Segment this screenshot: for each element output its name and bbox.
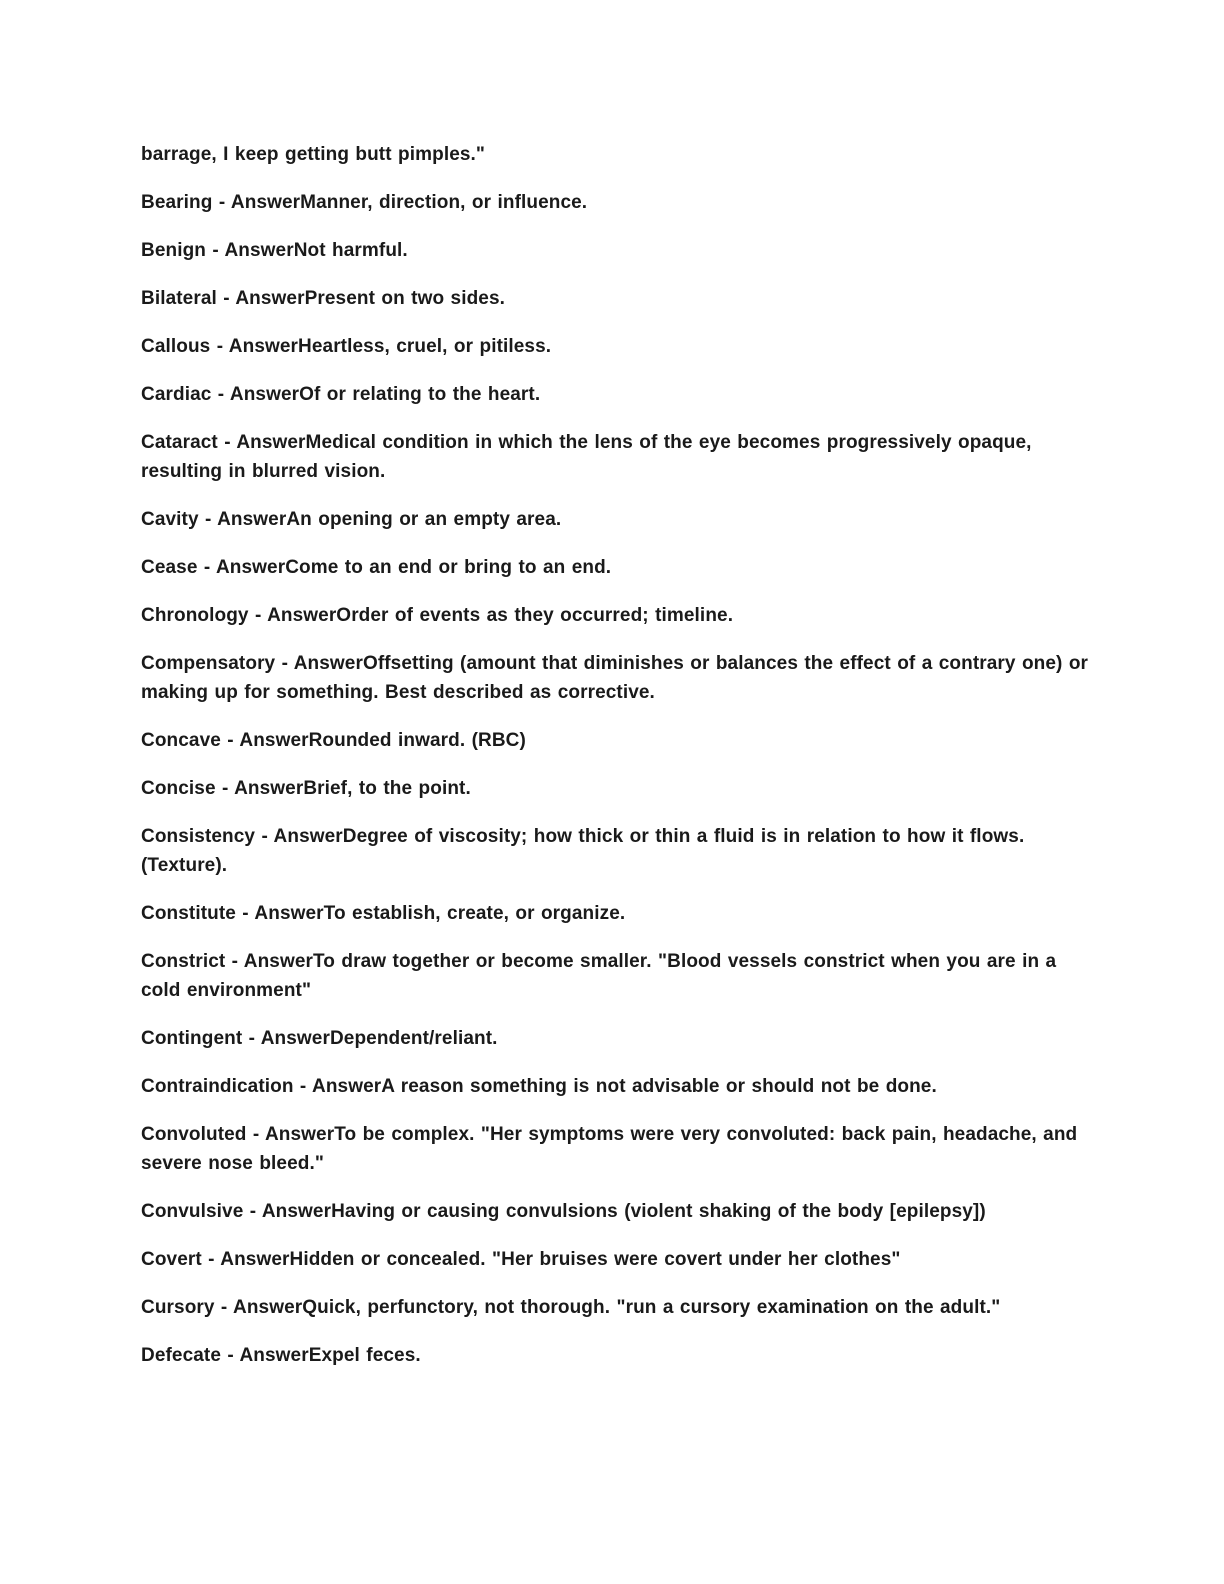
glossary-entry-cavity: Cavity - AnswerAn opening or an empty area. [141,509,562,530]
glossary-entry-continuation: barrage, I keep getting butt pimples." [141,144,486,165]
glossary-entry-cardiac: Cardiac - AnswerOf or relating to the heart. [141,384,541,405]
glossary-entry-covert: Covert - AnswerHidden or concealed. "Her bruises were covert under her clothes" [141,1249,901,1270]
glossary-entry-compensatory: Compensatory - AnswerOffsetting (amount that diminishes or balances the effect of a contrary one) or making up for something. Best described as corrective. [141,653,1089,703]
glossary-entry-convulsive: Convulsive - AnswerHaving or causing convulsions (violent shaking of the body [epilepsy]) [141,1201,986,1222]
glossary-entry-concave: Concave - AnswerRounded inward. (RBC) [141,730,526,751]
glossary-entry-concise: Concise - AnswerBrief, to the point. [141,778,471,799]
glossary-entry-cease: Cease - AnswerCome to an end or bring to an end. [141,557,612,578]
document-text-block [141,140,1089,1389]
glossary-entry-contingent: Contingent - AnswerDependent/reliant. [141,1028,498,1049]
glossary-entry-bilateral: Bilateral - AnswerPresent on two sides. [141,288,506,309]
glossary-entry-convoluted: Convoluted - AnswerTo be complex. "Her symptoms were very convoluted: back pain, headache, and severe nose bleed." [141,1124,1078,1174]
glossary-entry-constrict: Constrict - AnswerTo draw together or become smaller. "Blood vessels constrict when you are in a cold environment" [141,951,1057,1001]
glossary-entry-cataract: Cataract - AnswerMedical condition in which the lens of the eye becomes progressively opaque, resulting in blurred vision. [141,432,1032,482]
glossary-entry-benign: Benign - AnswerNot harmful. [141,240,408,261]
glossary-entry-bearing: Bearing - AnswerManner, direction, or influence. [141,192,588,213]
glossary-entry-defecate: Defecate - AnswerExpel feces. [141,1345,421,1366]
glossary-entry-chronology: Chronology - AnswerOrder of events as they occurred; timeline. [141,605,734,626]
glossary-entry-consistency: Consistency - AnswerDegree of viscosity; how thick or thin a fluid is in relation to how it flows. (Texture). [141,826,1025,876]
glossary-entry-constitute: Constitute - AnswerTo establish, create, or organize. [141,903,626,924]
glossary-entry-callous: Callous - AnswerHeartless, cruel, or pitiless. [141,336,552,357]
glossary-entry-contraindication: Contraindication - AnswerA reason something is not advisable or should not be done. [141,1076,937,1097]
glossary-entry-cursory: Cursory - AnswerQuick, perfunctory, not thorough. "run a cursory examination on the adult." [141,1297,1001,1318]
